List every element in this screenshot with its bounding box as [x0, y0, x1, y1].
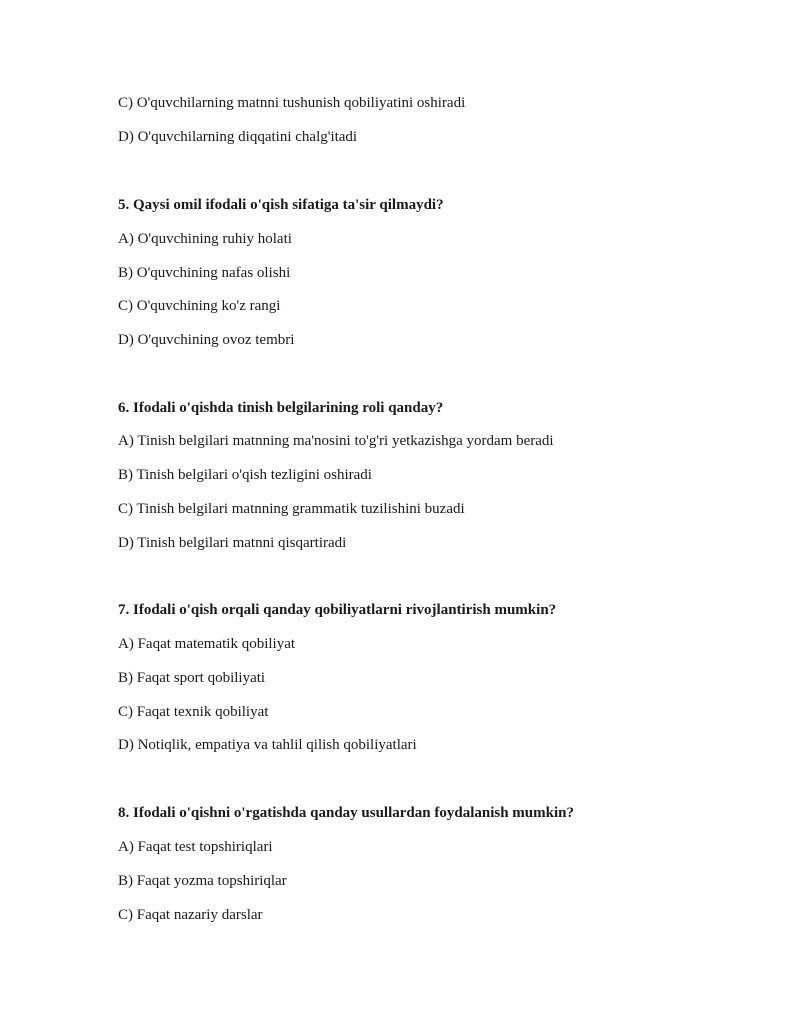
- option-b-q7: B) Faqat sport qobiliyati: [118, 670, 266, 686]
- option-b-q8: B) Faqat yozma topshiriqlar: [118, 873, 287, 889]
- option-b-q6: B) Tinish belgilari o'qish tezligini oshiradi: [118, 467, 372, 483]
- question-5: 5. Qaysi omil ifodali o'qish sifatiga ta'sir qilmaydi?: [118, 197, 444, 213]
- option-a-q5: A) O'quvchining ruhiy holati: [118, 231, 292, 247]
- option-d-q6: D) Tinish belgilari matnni qisqartiradi: [118, 535, 347, 551]
- option-c-q5: C) O'quvchining ko'z rangi: [118, 298, 281, 314]
- option-c-q6: C) Tinish belgilari matnning grammatik tuzilishini buzadi: [118, 501, 465, 517]
- option-c-q4: C) O'quvchilarning matnni tushunish qobiliyatini oshiradi: [118, 95, 466, 111]
- option-c-q7: C) Faqat texnik qobiliyat: [118, 704, 269, 720]
- option-d-q4: D) O'quvchilarning diqqatini chalg'itadi: [118, 129, 358, 145]
- option-b-q5: B) O'quvchining nafas olishi: [118, 265, 291, 281]
- option-d-q5: D) O'quvchining ovoz tembri: [118, 332, 295, 348]
- question-8: 8. Ifodali o'qishni o'rgatishda qanday usullardan foydalanish mumkin?: [118, 805, 574, 821]
- option-a-q7: A) Faqat matematik qobiliyat: [118, 636, 296, 652]
- question-7: 7. Ifodali o'qish orqali qanday qobiliyatlarni rivojlantirish mumkin?: [118, 602, 557, 618]
- option-a-q6: A) Tinish belgilari matnning ma'nosini to'g'ri yetkazishga yordam beradi: [118, 433, 554, 449]
- question-6: 6. Ifodali o'qishda tinish belgilarining roli qanday?: [118, 400, 444, 416]
- option-c-q8: C) Faqat nazariy darslar: [118, 907, 263, 923]
- option-a-q8: A) Faqat test topshiriqlari: [118, 839, 273, 855]
- option-d-q7: D) Notiqlik, empatiya va tahlil qilish qobiliyatlari: [118, 737, 417, 753]
